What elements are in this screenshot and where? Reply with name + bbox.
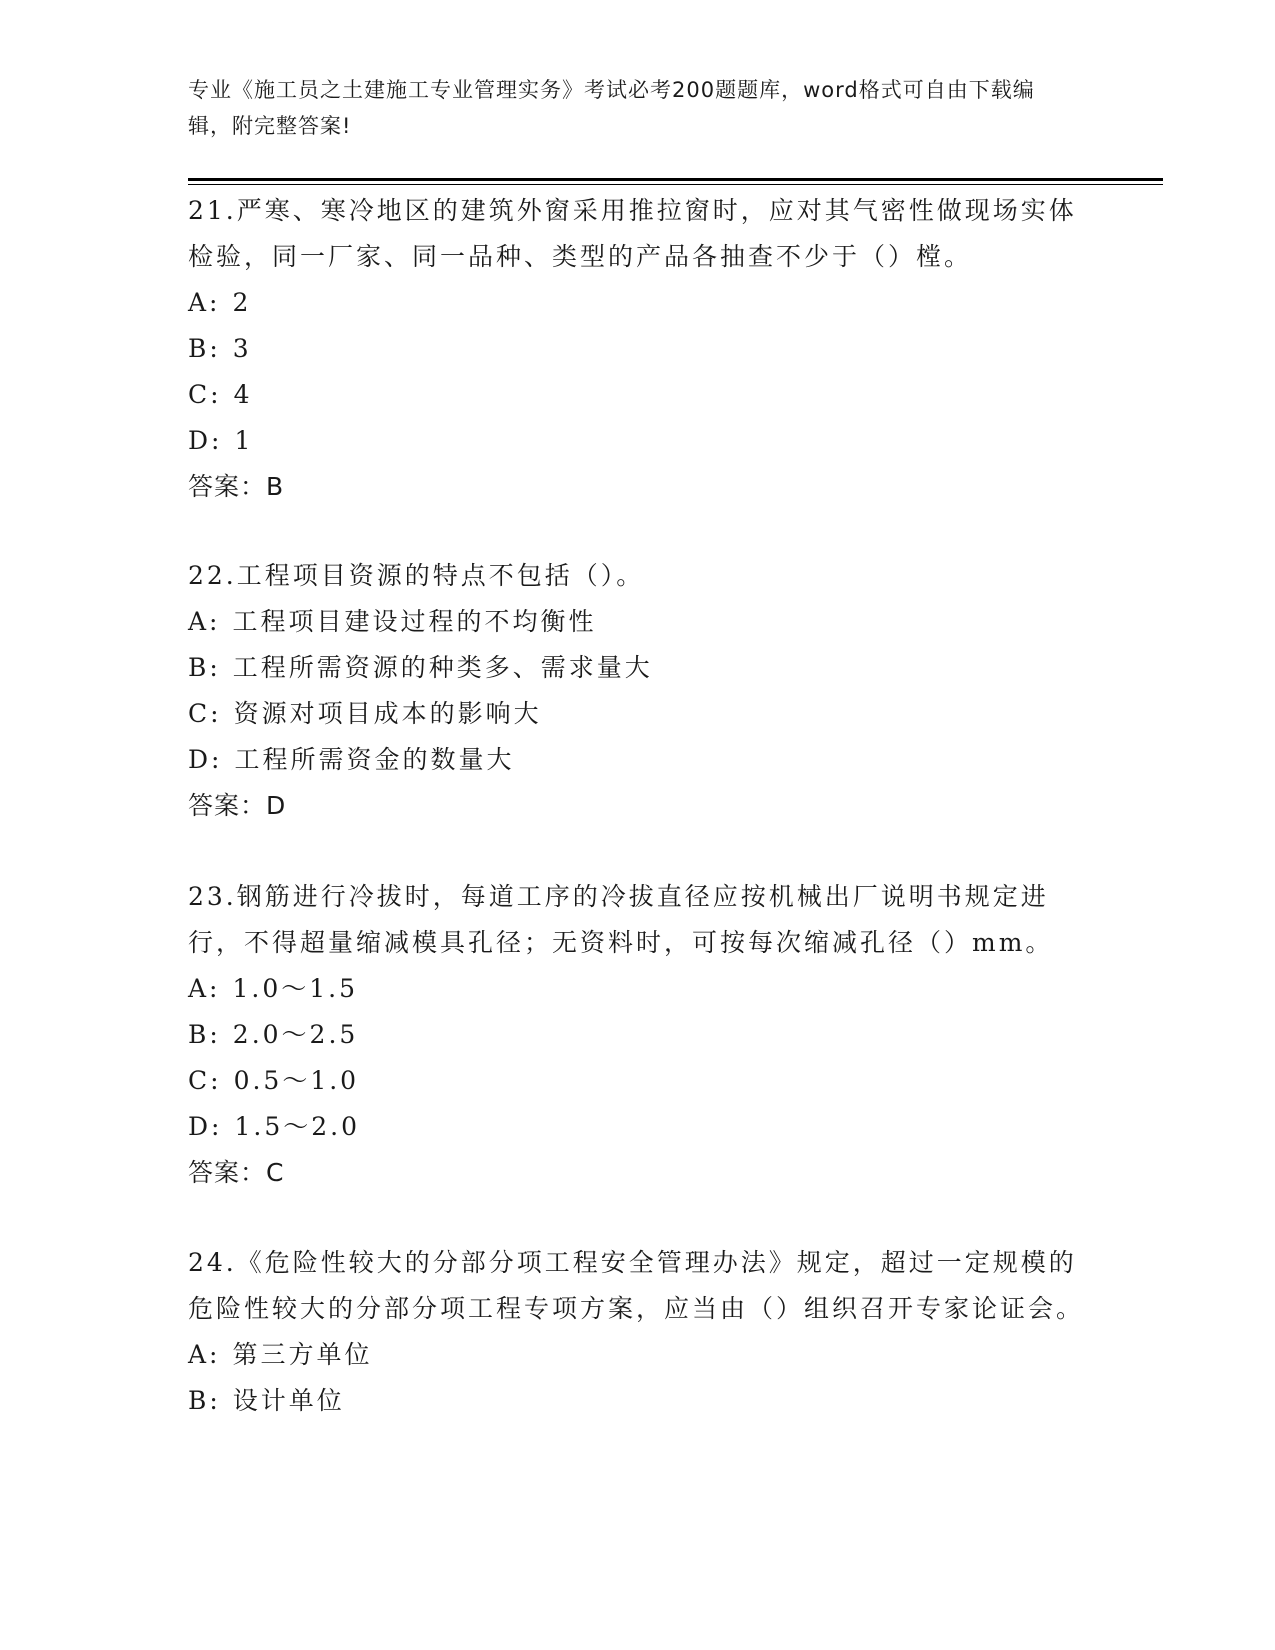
question-21 xyxy=(188,188,1088,510)
question-22 xyxy=(188,553,1088,829)
header-divider-thin xyxy=(188,184,1163,185)
option-d xyxy=(188,1104,1088,1150)
option-text: 工程项目建设过程的不均衡性 xyxy=(232,607,597,636)
document-header: 专业《施工员之土建施工专业管理实务》考试必考200题题库，word格式可自由下载编辑，附完整答案! xyxy=(188,78,1035,138)
question-stem: 21.严寒、寒冷地区的建筑外窗采用推拉窗时，应对其气密性做现场实体检验，同一厂家、同一品种、类型的产品各抽查不少于（）樘。 xyxy=(188,196,1077,271)
question-24 xyxy=(188,1240,1088,1424)
option-label: B: xyxy=(188,1020,221,1049)
option-label: D: xyxy=(188,426,223,455)
option-c xyxy=(188,1058,1088,1104)
option-text: 1 xyxy=(234,426,254,455)
answer-line: 答案：D xyxy=(188,791,287,820)
question-23 xyxy=(188,874,1088,1196)
option-text: 1.5～2.0 xyxy=(234,1112,360,1141)
option-text: 工程所需资金的数量大 xyxy=(234,745,515,774)
option-a xyxy=(188,966,1088,1012)
option-label: C: xyxy=(188,380,222,409)
option-label: A: xyxy=(188,607,221,636)
option-b xyxy=(188,1012,1088,1058)
option-text: 1.0～1.5 xyxy=(232,974,359,1003)
option-d xyxy=(188,418,1088,464)
question-stem: 22.工程项目资源的特点不包括（）。 xyxy=(188,561,645,590)
option-text: 2.0～2.5 xyxy=(232,1020,359,1049)
option-label: D: xyxy=(188,745,223,774)
option-label: C: xyxy=(188,1066,222,1095)
option-label: D: xyxy=(188,1112,223,1141)
option-d xyxy=(188,737,1088,783)
option-label: B: xyxy=(188,334,221,363)
option-a xyxy=(188,599,1088,645)
option-text: 2 xyxy=(232,288,252,317)
option-c xyxy=(188,691,1088,737)
option-label: B: xyxy=(188,1386,221,1415)
option-b xyxy=(188,326,1088,372)
option-label: A: xyxy=(188,288,221,317)
header-divider-thick xyxy=(188,178,1163,181)
option-label: C: xyxy=(188,699,222,728)
option-text: 3 xyxy=(232,334,252,363)
option-c xyxy=(188,372,1088,418)
answer-line: 答案：C xyxy=(188,1158,285,1187)
option-a xyxy=(188,1332,1088,1378)
option-text: 0.5～1.0 xyxy=(233,1066,360,1095)
option-b xyxy=(188,645,1088,691)
option-label: A: xyxy=(188,974,221,1003)
option-label: A: xyxy=(188,1340,221,1369)
option-label: B: xyxy=(188,653,221,682)
question-stem: 23.钢筋进行冷拔时，每道工序的冷拔直径应按机械出厂说明书规定进行，不得超量缩减模具孔径；无资料时，可按每次缩减孔径（）mm。 xyxy=(188,882,1054,957)
option-text: 设计单位 xyxy=(232,1386,345,1415)
answer-line: 答案：B xyxy=(188,472,285,501)
option-text: 4 xyxy=(233,380,253,409)
option-text: 资源对项目成本的影响大 xyxy=(233,699,542,728)
option-text: 第三方单位 xyxy=(232,1340,373,1369)
option-text: 工程所需资源的种类多、需求量大 xyxy=(232,653,653,682)
option-a xyxy=(188,280,1088,326)
option-b xyxy=(188,1378,1088,1424)
question-stem: 24.《危险性较大的分部分项工程安全管理办法》规定，超过一定规模的危险性较大的分部分项工程专项方案，应当由（）组织召开专家论证会。 xyxy=(188,1248,1085,1323)
